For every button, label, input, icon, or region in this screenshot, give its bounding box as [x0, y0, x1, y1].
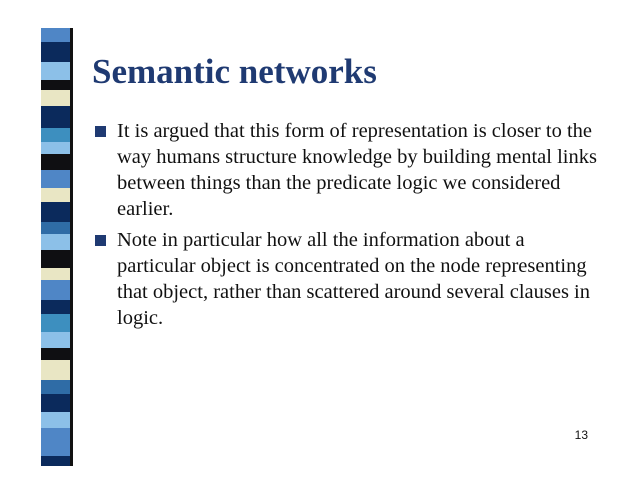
stripe-segment [41, 90, 70, 106]
stripe-segment [41, 442, 70, 456]
stripe-segment [41, 170, 70, 188]
stripe-segment [41, 142, 70, 154]
stripe-segment [41, 28, 70, 42]
stripe-segment [41, 234, 70, 250]
slide-title: Semantic networks [92, 52, 377, 91]
stripe-segment [41, 222, 70, 234]
bullet-list [95, 118, 605, 336]
stripe-segment [41, 300, 70, 314]
stripe-segment [41, 332, 70, 348]
stripe-segment [41, 202, 70, 222]
stripe-segment [41, 314, 70, 332]
bullet-item [95, 227, 605, 331]
square-bullet-icon [95, 235, 106, 246]
stripe-segment [41, 250, 70, 268]
square-bullet-icon [95, 126, 106, 137]
stripe-segment [41, 62, 70, 80]
decorative-stripe [41, 28, 70, 466]
stripe-segment [41, 80, 70, 90]
stripe-segment [41, 268, 70, 280]
stripe-segment [41, 348, 70, 360]
stripe-segment [41, 188, 70, 202]
stripe-segment [41, 106, 70, 128]
stripe-segment [41, 154, 70, 170]
stripe-segment [41, 394, 70, 412]
stripe-segment [41, 360, 70, 380]
bullet-text: It is argued that this form of representation is closer to the way humans structure knowledge by building mental links between things than the predicate logic we considered earlier. [117, 120, 597, 220]
stripe-segment [41, 428, 70, 442]
stripe-segment [41, 412, 70, 428]
stripe-shadow-edge [70, 28, 73, 466]
stripe-segment [41, 280, 70, 300]
stripe-segment [41, 128, 70, 142]
bullet-text: Note in particular how all the information about a particular object is concentrated on the node representing that object, rather than scattered around several clauses in logic. [117, 229, 591, 329]
bullet-item [95, 118, 605, 222]
stripe-segment [41, 42, 70, 62]
stripe-segment [41, 380, 70, 394]
page-number: 13 [574, 428, 588, 442]
stripe-segment [41, 456, 70, 466]
